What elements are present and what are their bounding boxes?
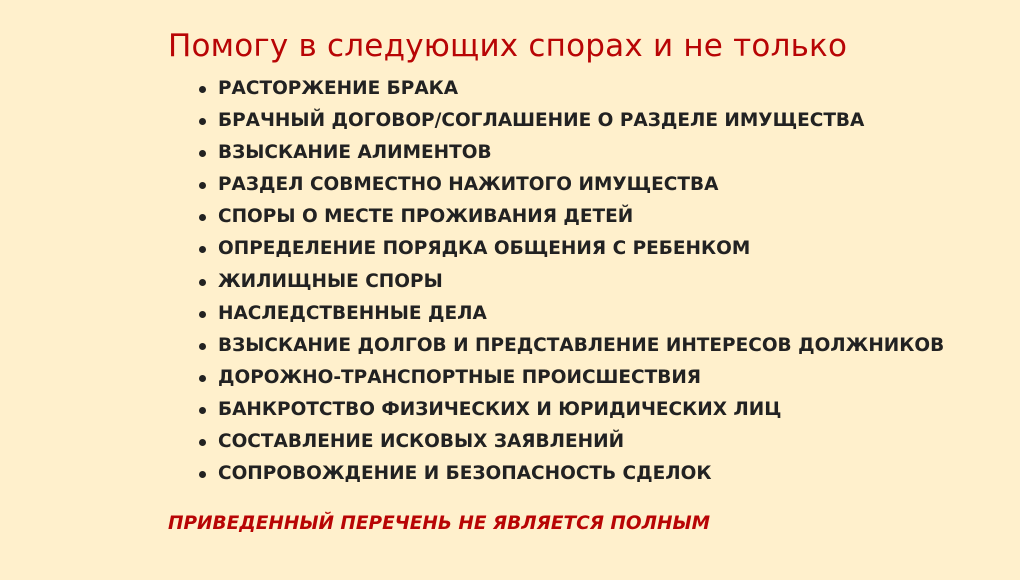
list-item-label: ВЗЫСКАНИЕ АЛИМЕНТОВ	[218, 142, 492, 164]
list-item-label: РАЗДЕЛ СОВМЕСТНО НАЖИТОГО ИМУЩЕСТВА	[218, 174, 719, 196]
list-item	[168, 330, 988, 362]
list-item-label: ДОРОЖНО-ТРАНСПОРТНЫЕ ПРОИСШЕСТВИЯ	[218, 366, 702, 388]
list-item-label: ЖИЛИЩНЫЕ СПОРЫ	[218, 270, 443, 292]
list-item	[168, 298, 988, 330]
list-item-label: СОПРОВОЖДЕНИЕ И БЕЗОПАСНОСТЬ СДЕЛОК	[218, 463, 712, 485]
bullet-icon	[199, 279, 206, 286]
bullet-icon	[199, 246, 206, 253]
bullet-icon	[199, 182, 206, 189]
list-item-label: БРАЧНЫЙ ДОГОВОР/СОГЛАШЕНИЕ О РАЗДЕЛЕ ИМУЩЕСТВА	[218, 110, 865, 132]
list-item	[168, 201, 988, 233]
bullet-icon	[199, 407, 206, 414]
bullet-icon	[199, 214, 206, 221]
bullet-icon	[199, 471, 206, 478]
list-item	[168, 105, 988, 137]
section-title: Помогу в следующих спорах и не только	[168, 28, 848, 64]
disclaimer-note: ПРИВЕДЕННЫЙ ПЕРЕЧЕНЬ НЕ ЯВЛЯЕТСЯ ПОЛНЫМ	[168, 513, 711, 535]
bullet-icon	[199, 439, 206, 446]
list-item-label: НАСЛЕДСТВЕННЫЕ ДЕЛА	[218, 302, 487, 324]
bullet-icon	[199, 150, 206, 157]
list-item-label: ОПРЕДЕЛЕНИЕ ПОРЯДКА ОБЩЕНИЯ С РЕБЕНКОМ	[218, 238, 751, 260]
list-item-label: СПОРЫ О МЕСТЕ ПРОЖИВАНИЯ ДЕТЕЙ	[218, 206, 634, 228]
list-item	[168, 137, 988, 169]
bullet-icon	[199, 118, 206, 125]
list-item-label: РАСТОРЖЕНИЕ БРАКА	[218, 78, 459, 99]
list-item	[168, 426, 988, 458]
list-item	[168, 169, 988, 201]
bullet-icon	[199, 86, 206, 93]
list-item	[168, 73, 988, 105]
services-section	[168, 26, 988, 537]
list-item	[168, 362, 988, 394]
list-item	[168, 394, 988, 426]
list-item-label: ВЗЫСКАНИЕ ДОЛГОВ И ПРЕДСТАВЛЕНИЕ ИНТЕРЕСОВ ДОЛЖНИКОВ	[218, 334, 945, 356]
list-item-label: БАНКРОТСТВО ФИЗИЧЕСКИХ И ЮРИДИЧЕСКИХ ЛИЦ	[218, 398, 782, 420]
bullet-icon	[199, 343, 206, 350]
list-item-label: СОСТАВЛЕНИЕ ИСКОВЫХ ЗАЯВЛЕНИЙ	[218, 431, 625, 453]
list-item	[168, 266, 988, 298]
services-list	[168, 73, 988, 490]
bullet-icon	[199, 311, 206, 318]
list-item	[168, 233, 988, 265]
list-item	[168, 458, 988, 490]
bullet-icon	[199, 375, 206, 382]
